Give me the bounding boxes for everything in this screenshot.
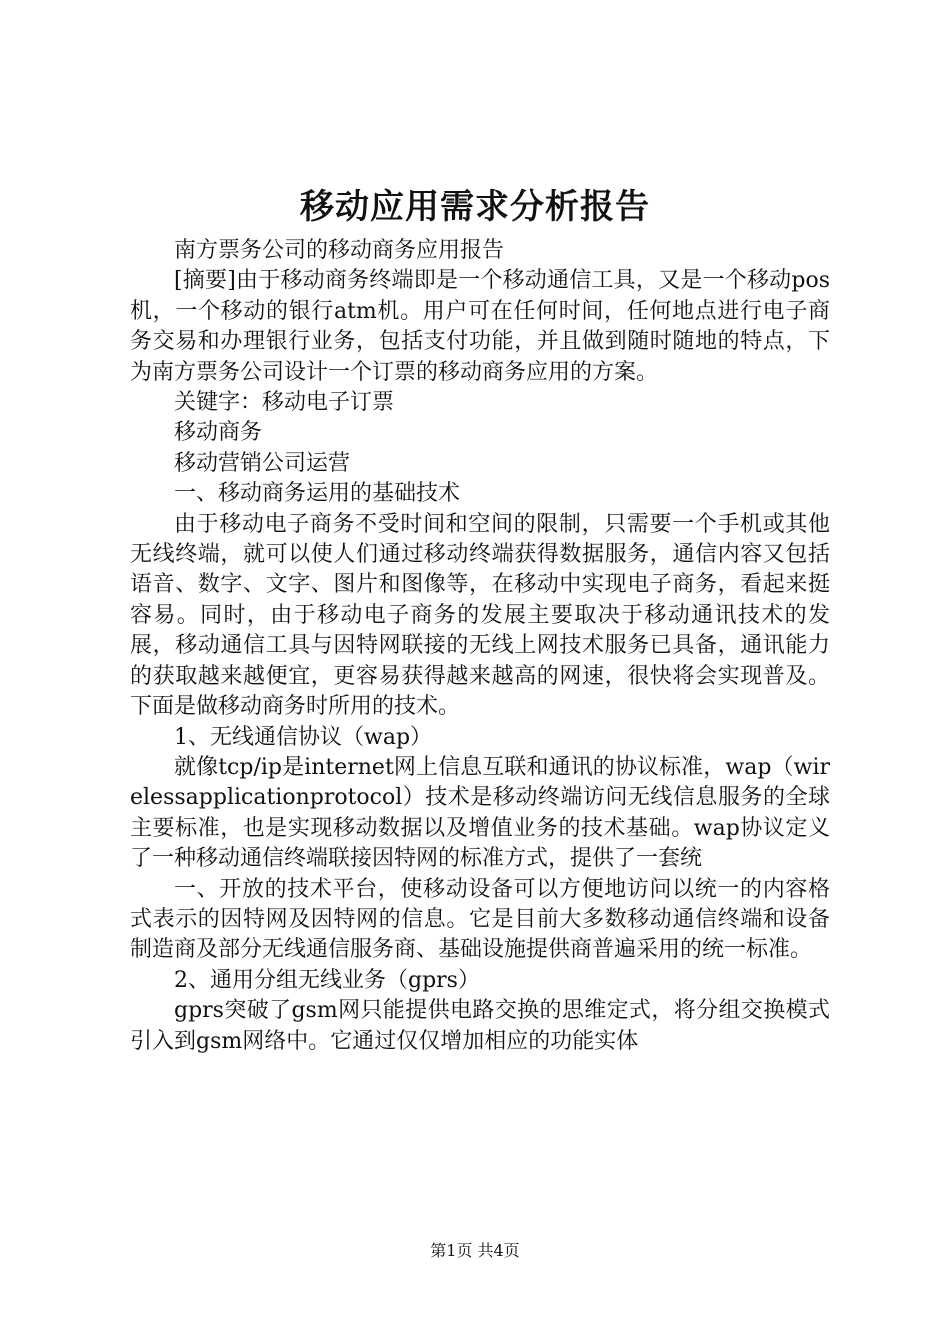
paragraph-section-1: 由于移动电子商务不受时间和空间的限制，只需要一个手机或其他无线终端，就可以使人们通过移动终端获得数据服务，通信内容又包括语音、数字、文字、图片和图像等，在移动中实现电子商务，看起来挺容易。同时，由于移动电子商务的发展主要取决于移动通讯技术的发展，移动通信工具与因特网联接的无线上网技术服务已具备，通讯能力的获取越来越便宜，更容易获得越来越高的网速，很快将会实现普及。下面是做移动商务时所用的技术。	[130, 511, 830, 720]
page-title: 移动应用需求分析报告	[300, 187, 650, 227]
paragraph-keyword-3: 移动营销公司运营	[174, 450, 351, 476]
section-heading-1: 一、移动商务运用的基础技术	[174, 481, 461, 507]
paragraph-subtitle: 南方票务公司的移动商务应用报告	[174, 238, 505, 263]
paragraph-keyword-2: 移动商务	[174, 420, 263, 446]
paragraph-gprs: gprs突破了gsm网只能提供电路交换的思维定式，将分组交换模式引入到gsm网络中。它通过仅仅增加相应的功能实体	[130, 998, 830, 1054]
paragraph-abstract: [摘要]由于移动商务终端即是一个移动通信工具，又是一个移动pos机，一个移动的银行atm机。用户可在任何时间，任何地点进行电子商务交易和办理银行业务，包括支付功能，并且做到随时随地的特点，下为南方票务公司设计一个订票的移动商务应用的方案。	[130, 268, 830, 385]
subsection-heading-gprs: 2、通用分组无线业务（gprs）	[174, 967, 480, 993]
document-body	[130, 236, 830, 1057]
subsection-heading-wap: 1、无线通信协议（wap）	[174, 724, 433, 750]
page-footer: 第1页 共4页	[430, 1241, 520, 1260]
paragraph-wap: 就像tcp/ip是internet网上信息互联和通讯的协议标准，wap（wirelessapplicationprotocol）技术是移动终端访问无线信息服务的全球主要标准，也是实现移动数据以及增值业务的技术基础。wap协议定义了一种移动通信终端联接因特网的标准方式，提供了一套统	[130, 754, 830, 872]
paragraph-keywords: 关键字：移动电子订票	[174, 390, 395, 416]
paragraph-open-platform: 一、开放的技术平台，使移动设备可以方便地访问以统一的内容格式表示的因特网及因特网的信息。它是目前大多数移动通信终端和设备制造商及部分无线通信服务商、基础设施提供商普遍采用的统一标准。	[130, 876, 830, 963]
